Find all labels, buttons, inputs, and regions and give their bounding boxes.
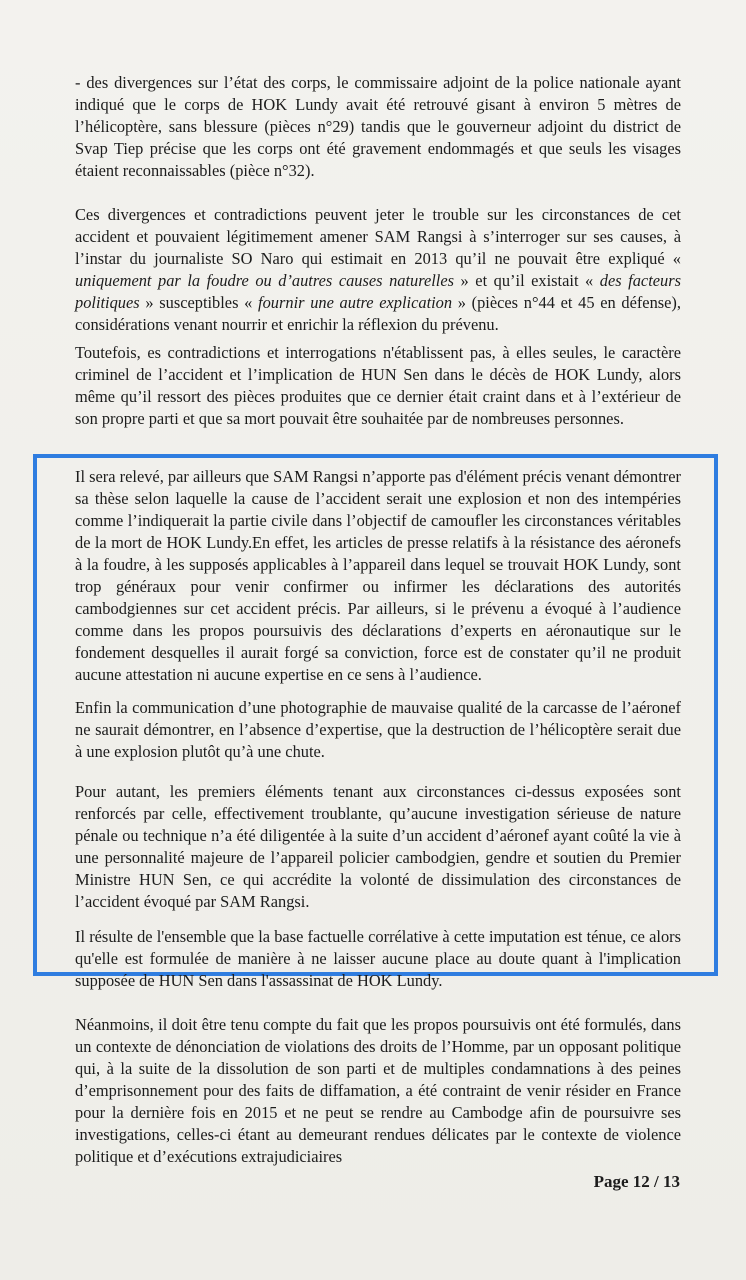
- text-run: » et qu’il existait «: [454, 271, 600, 290]
- paragraph-text: Il résulte de l'ensemble que la base factuelle corrélative à cette imputation est ténue, ce alors qu'elle est formulée de manière à ne laisser aucune place au doute quant à l'implication supposée de HUN Sen dans l'assassinat de HOK Lundy.: [75, 927, 681, 990]
- italic-quote: uniquement par la foudre ou d’autres causes naturelles: [75, 271, 455, 290]
- paragraph-text: Enfin la communication d’une photographie de mauvaise qualité de la carcasse de l’aéronef ne saurait démontrer, en l’absence d’expertise, que la destruction de l’hélicoptère serait due à une explosion plutôt qu’à une chute.: [75, 698, 681, 761]
- paragraph-text: Toutefois, es contradictions et interrogations n'établissent pas, à elles seules, le caractère criminel de l’accident et l’implication de HUN Sen dans le décès de HOK Lundy, alors même qu’il ressort des pièces produites que ce dernier était craint dans et à l’extérieur de son propre parti et que sa mort pouvait être souhaitée par de nombreuses personnes.: [75, 343, 681, 428]
- paragraph-7: [75, 926, 681, 992]
- paragraph-text: Néanmoins, il doit être tenu compte du fait que les propos poursuivis ont été formulés, dans un contexte de dénonciation de violations des droits de l’Homme, par un opposant politique qui, à la suite de la dissolution de son parti et de multiples condamnations à des peines d’emprisonnement pour des faits de diffamation, a été contraint de venir résider en France pour la dernière fois en 2015 et ne peut se rendre au Cambodge afin de poursuivre ses investigations, celles-ci étant au demeurant rendues délicates par le contexte de violence politique et d’exécutions extrajudiciaires: [75, 1015, 681, 1166]
- italic-quote: fournir une autre explication: [258, 293, 453, 312]
- italic-quote: des facteurs politiques: [75, 271, 681, 312]
- paragraph-2: [75, 204, 681, 336]
- paragraph-text: - des divergences sur l’état des corps, le commissaire adjoint de la police nationale ayant indiqué que le corps de HOK Lundy avait été retrouvé gisant à environ 5 mètres de l’hélicoptère, sans blessure (pièces n°29) tandis que le gouverneur adjoint du district de Svap Tiep précise que les corps ont été gravement endommagés et que seuls les visages étaient reconnaissables (pièce n°32).: [75, 73, 681, 180]
- paragraph-text: Il sera relevé, par ailleurs que SAM Rangsi n’apporte pas d'élément précis venant démontrer sa thèse selon laquelle la cause de l’accident serait une explosion et non des intempéries comme l’indiquerait la partie civile dans l’objectif de camoufler les circonstances véritables de la mort de HOK Lundy.En effet, les articles de presse relatifs à la résistance des aéronefs à la foudre, à les supposés applicables à l’appareil dans lequel se trouvait HOK Lundy, sont trop généraux pour venir confirmer ou infirmer les déclarations des autorités cambodgiennes sur cet accident précis. Par ailleurs, si le prévenu a évoqué à l’audience comme dans les propos poursuivis des déclarations d’experts en aéronautique sur le fondement desquelles il aurait forgé sa conviction, force est de constater qu’il ne produit aucune attestation ni aucune expertise en ce sens à l’audience.: [75, 467, 681, 684]
- text-run: » (pièces n°44 et 45 en défense), considérations venant nourrir et enrichir la réflexion du prévenu.: [75, 293, 681, 334]
- paragraph-1: [75, 72, 681, 182]
- paragraph-text: [75, 204, 681, 336]
- page-number: Page 12 / 13: [593, 1172, 680, 1191]
- paragraph-text: Pour autant, les premiers éléments tenant aux circonstances ci-dessus exposées sont renforcés par celle, effectivement troublante, qu’aucune investigation sérieuse de nature pénale ou technique n’a été diligentée à la suite d’un accident d’aéronef ayant coûté la vie à une personnalité majeure de l’appareil policier cambodgien, gendre et soutien du Premier Ministre HUN Sen, ce qui accrédite la volonté de dissimulation des circonstances de l’accident évoqué par SAM Rangsi.: [75, 782, 681, 911]
- text-run: Ces divergences et contradictions peuvent jeter le trouble sur les circonstances de cet accident et pouvaient légitimement amener SAM Rangsi à s’interroger sur ses causes, à l’instar du journaliste SO Naro qui estimait en 2013 qu’il ne pouvait être expliqué «: [75, 205, 681, 268]
- text-run: » susceptibles «: [139, 293, 259, 312]
- paragraph-3: [75, 342, 681, 430]
- paragraph-4: [75, 466, 681, 686]
- paragraph-8: [75, 1014, 681, 1168]
- paragraph-5: [75, 697, 681, 763]
- paragraph-6: [75, 781, 681, 913]
